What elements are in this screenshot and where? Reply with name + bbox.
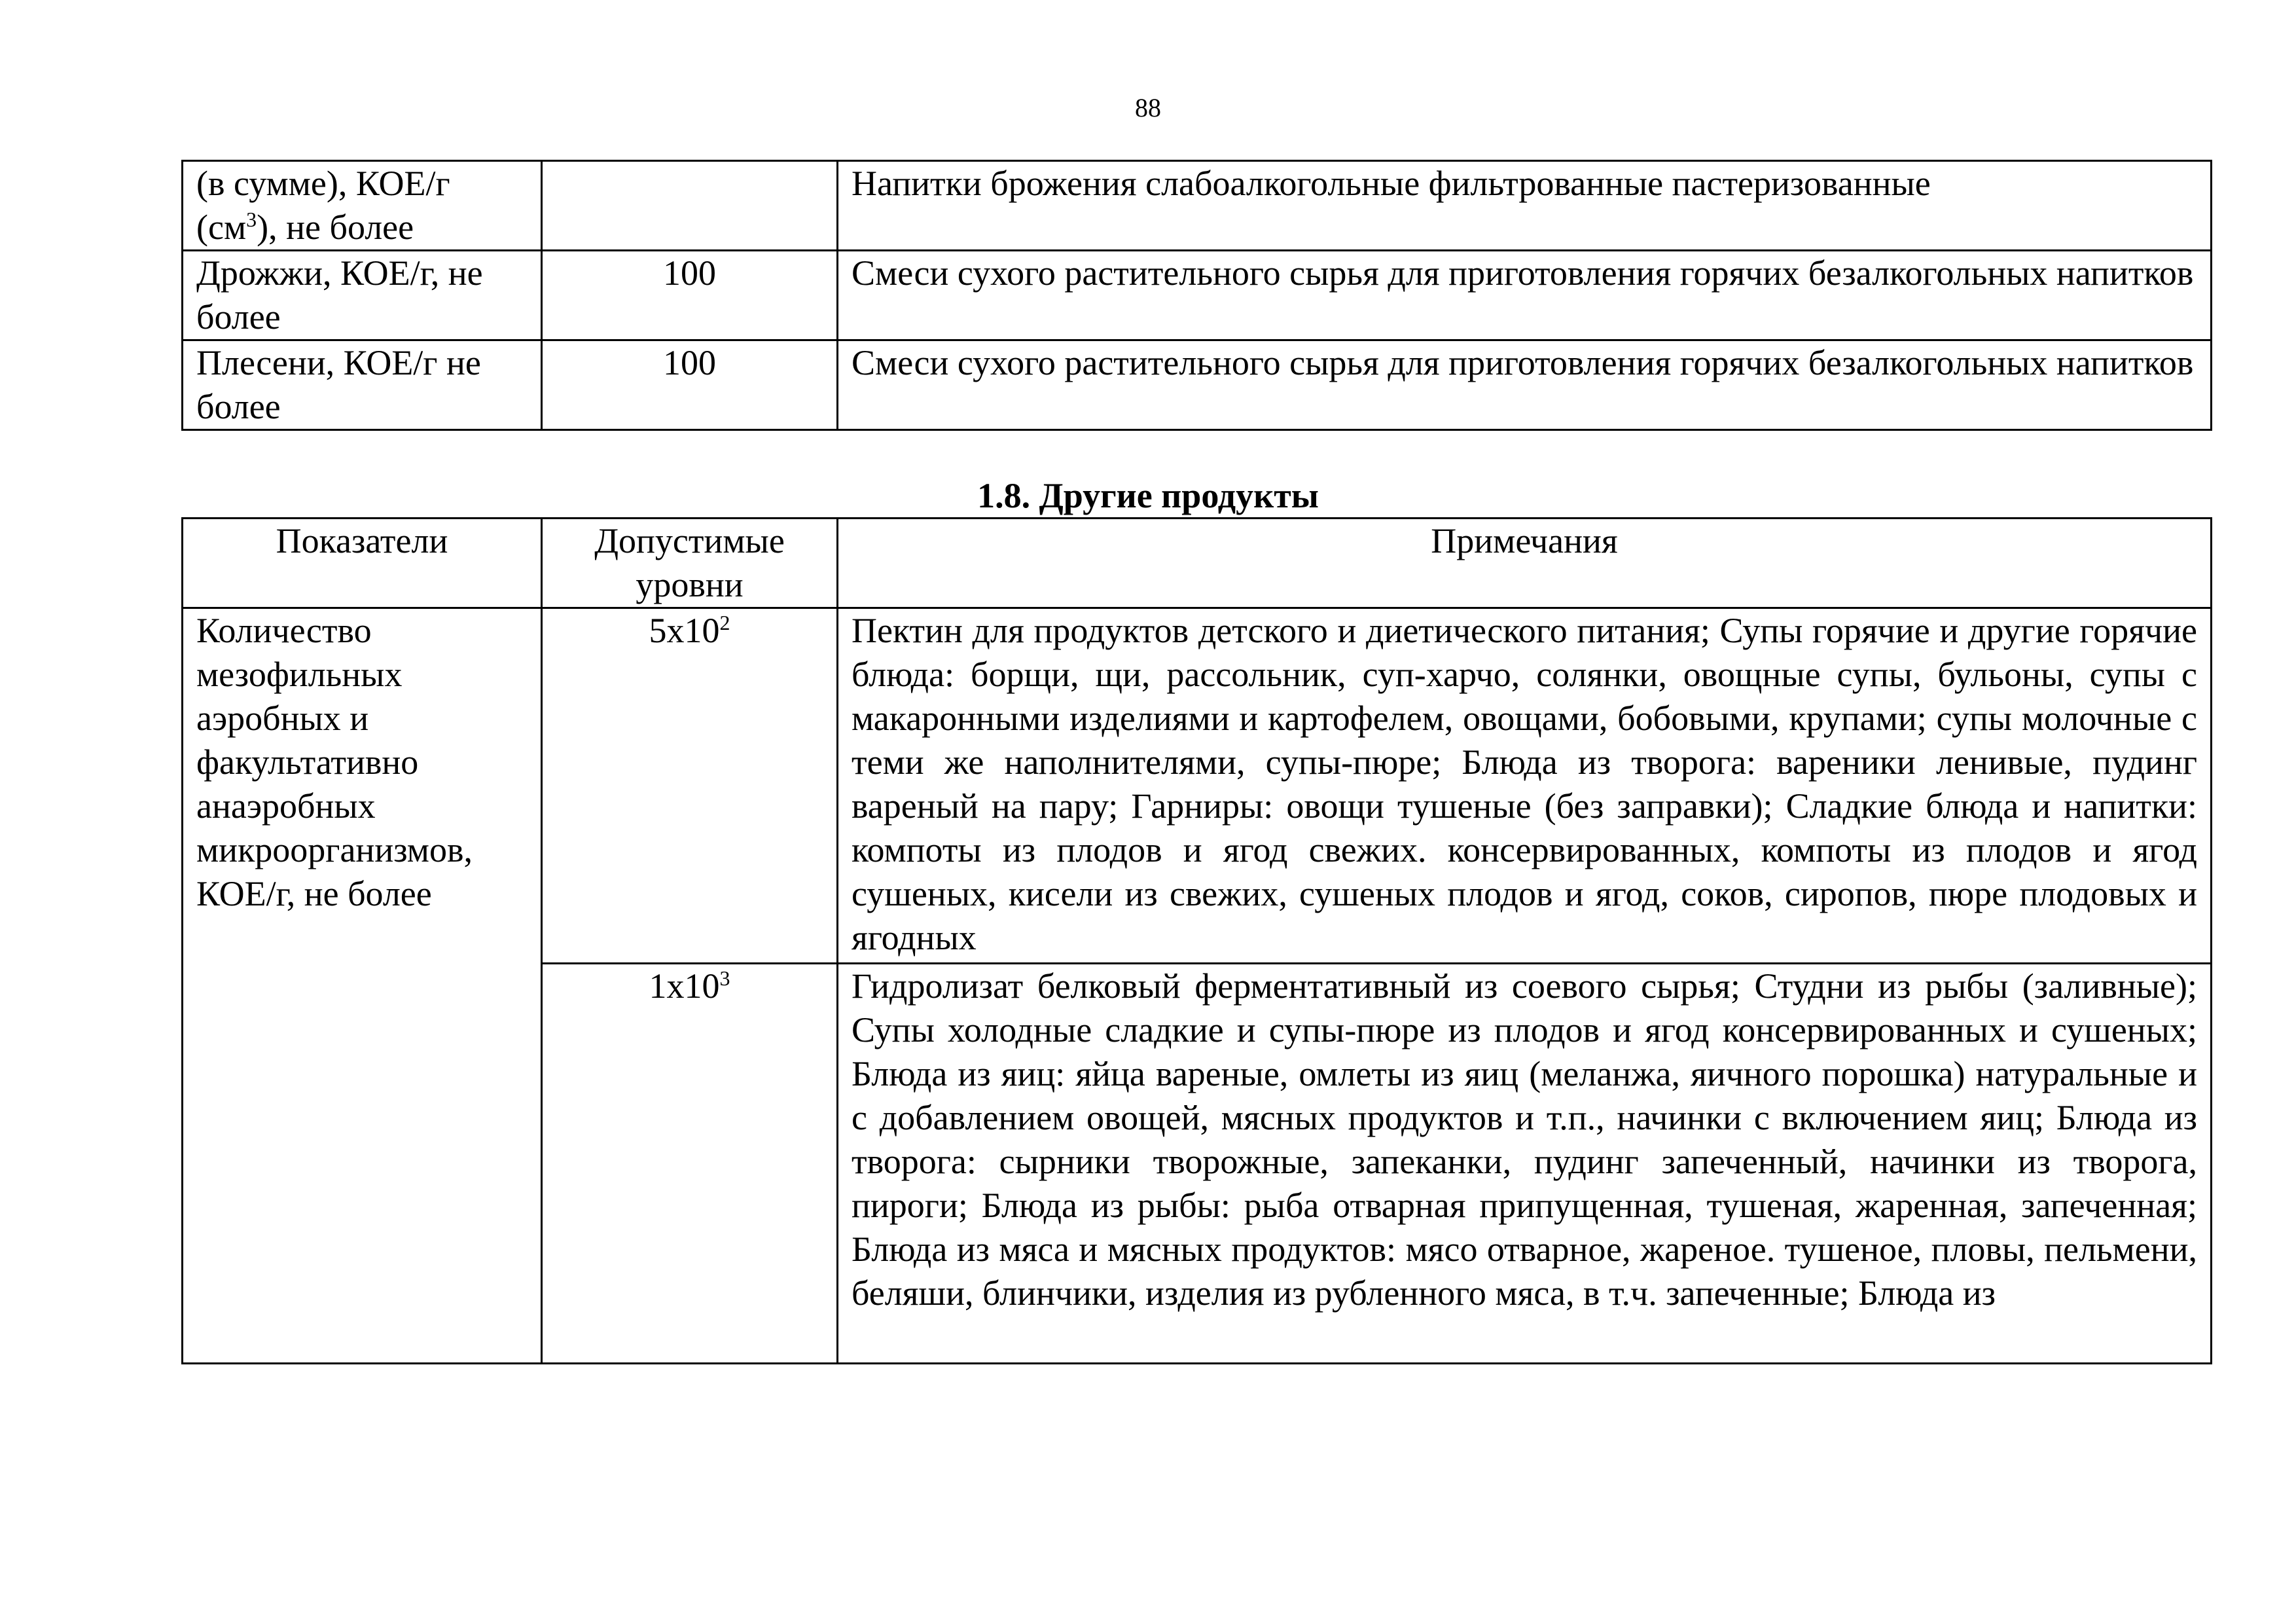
indicator-text-tail: ), не более xyxy=(257,208,414,247)
level-cell xyxy=(542,161,838,251)
level-base: 1x10 xyxy=(649,966,720,1006)
indicator-cell: Плесени, КОЕ/г не более xyxy=(183,340,542,430)
indicator-cell xyxy=(183,161,542,251)
note-cell: Смеси сухого растительного сырья для приготовления горячих безалкогольных напитков xyxy=(838,340,2212,430)
note-cell: Смеси сухого растительного сырья для приготовления горячих безалкогольных напитков xyxy=(838,251,2212,340)
table-header-row xyxy=(183,519,2212,608)
section-title: 1.8. Другие продукты xyxy=(977,476,1319,515)
indicator-superscript: 3 xyxy=(246,208,257,231)
indicator-cell: Количество мезофильных аэробных и факультативно анаэробных микроорганизмов, КОЕ/г, не более xyxy=(183,608,542,1364)
note-cell: Пектин для продуктов детского и диетического питания; Супы горячие и другие горячие блюда: борщи, щи, рассольник, суп-харчо, солянки, овощные супы, бульоны, супы с макаронными изделиями и картофелем, овощами, бобовыми, крупами; супы молочные с теми же наполнителями, супы-пюре; Блюда из творога: вареники ленивые, пудинг вареный на пару; Гарниры: овощи тушеные (без заправки); Сладкие блюда и напитки: компоты из плодов и ягод свежих. консервированных, компоты из плодов и ягод сушеных, кисели из свежих, сушеных плодов и ягод, соков, сиропов, пюре плодовых и ягодных xyxy=(838,608,2212,964)
page-number: 88 xyxy=(1135,93,1161,122)
level-base: 5x10 xyxy=(649,611,720,650)
level-exponent: 2 xyxy=(719,611,730,634)
table-row xyxy=(183,251,2212,340)
note-cell: Гидролизат белковый ферментативный из соевого сырья; Студни из рыбы (заливные); Супы холодные сладкие и супы-пюре из плодов и ягод консервированных и сушеных; Блюда из яиц: яйца вареные, омлеты из яиц (меланжа, яичного порошка) натуральные и с добавлением овощей, мясных продуктов и т.п., начинки с включением яиц; Блюда из творога: сырники творожные, запеканки, пудинг запеченный, начинки из творога, пироги; Блюда из рыбы: рыба отварная припущенная, тушеная, жаренная, запеченная; Блюда из мяса и мясных продуктов: мясо отварное, жареное. тушеное, пловы, пельмени, беляши, блинчики, изделия из рубленного мяса, в т.ч. запеченные; Блюда из xyxy=(838,964,2212,1364)
level-cell xyxy=(542,964,838,1364)
table-continuation xyxy=(181,160,2212,431)
level-cell: 100 xyxy=(542,251,838,340)
table-row xyxy=(183,161,2212,251)
table-other-products xyxy=(181,517,2212,1364)
level-cell xyxy=(542,608,838,964)
header-notes: Примечания xyxy=(838,519,2212,608)
level-exponent: 3 xyxy=(719,966,730,990)
header-indicators: Показатели xyxy=(183,519,542,608)
note-cell: Напитки брожения слабоалкогольные фильтрованные пастеризованные xyxy=(838,161,2212,251)
indicator-cell: Дрожжи, КОЕ/г, не более xyxy=(183,251,542,340)
level-cell: 100 xyxy=(542,340,838,430)
header-permissible-levels: Допустимые уровни xyxy=(542,519,838,608)
table-row xyxy=(183,608,2212,964)
indicator-text: (в сумме), КОЕ/г (см xyxy=(196,164,450,247)
table-row xyxy=(183,340,2212,430)
